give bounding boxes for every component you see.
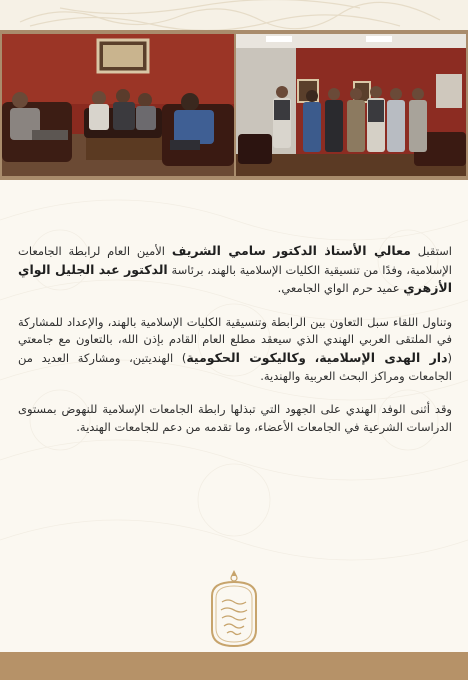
- intro-text: استقبل: [410, 244, 452, 258]
- calligraphy-ornament: [0, 0, 468, 30]
- paragraph-praise: وقد أثنى الوفد الهندي على الجهود التي تبذلها رابطة الجامعات الإسلامية للنهوض بمستوى الدراسات الشرعية في الجامعات الأعضاء، وما تقدمه من دعم للجامعات الهندية.: [18, 402, 452, 434]
- article-body: [18, 242, 452, 452]
- delegation-text: الأمين العام لرابطة الجامعات الإسلامية، وفدًا من تنسيقية الكليات الإسلامية بالهند، برئاسة: [18, 244, 452, 277]
- participation-text: ) الهنديتين، ومشاركة العديد من الجامعات ومراكز البحث العربية والهندية.: [18, 350, 452, 383]
- paragraph-reception: [18, 242, 452, 298]
- paragraph-cooperation: [18, 314, 452, 385]
- university-separator: ، و: [298, 350, 320, 365]
- group-standing-photo: [236, 34, 466, 176]
- delegation-head-name: الدكتور عبد الجليل الواي الأزهري: [18, 261, 452, 296]
- bottom-band: [0, 652, 468, 680]
- photo-strip: [0, 30, 468, 180]
- meeting-seated-photo: [2, 34, 234, 176]
- league-seal-logo: [202, 566, 266, 650]
- dean-title-text: عميد حرم الواي الجامعي.: [277, 281, 404, 296]
- cooperation-text: وتناول اللقاء سبل التعاون بين الرابطة وتنسيقية الكليات الإسلامية بالهند، والإعداد للمشاركة في الملتقى العربي الهندي الذي سيعقد مطلع العام القادم بإذن الله، بالتعاون مع جامعتي (: [18, 314, 452, 365]
- university-darul-huda: دار الهدى الإسلامية: [319, 349, 448, 365]
- university-calicut: كاليكوت الحكومية: [186, 349, 299, 365]
- secretary-general-name: معالي الأستاذ الدكتور سامي الشريف: [171, 243, 411, 258]
- top-ornament-band: [0, 0, 468, 31]
